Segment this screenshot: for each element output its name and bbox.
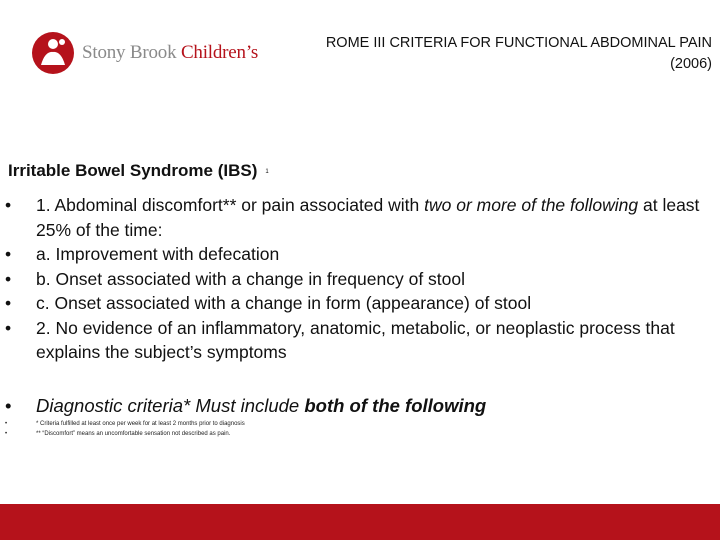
criteria-list [0,193,720,365]
diagnostic-criteria-text: Diagnostic criteria* Must include both of the following [36,395,487,416]
heading-text: Irritable Bowel Syndrome (IBS) [8,161,258,180]
header-title-line: ROME III CRITERIA FOR FUNCTIONAL ABDOMINAL PAIN [325,35,712,51]
footer-bar [0,504,720,540]
bullet-icon: • [5,395,12,416]
bullet-icon: • [5,421,8,427]
bullet-icon: • [5,195,12,215]
criteria-item: • 1. Abdominal discomfort** or pain associated with two or more of the following at least 25% of the time: [5,195,700,240]
criteria-item: • b. Onset associated with a change in frequency of stool [0,267,720,292]
bullet-icon: • [5,268,12,289]
bullet-icon: • [5,430,8,437]
criteria-item: • a. Improvement with defecation [0,242,720,267]
section-heading [8,161,269,181]
stony-brook-childrens-logo [30,30,258,76]
criteria-item: • c. Onset associated with a change in form (appearance) of stool [0,291,720,316]
bullet-icon: • [5,317,12,338]
header-title-line: (2006) [670,56,712,72]
criteria-item: • 2. No evidence of an inflammatory, anatomic, metabolic, or neoplastic process that explains the subject’s symptoms [5,317,675,362]
footnote: • ** “Discomfort” means an uncomfortable sensation not described as pain. [0,430,720,440]
logo-text: Stony Brook Children’s [82,42,259,63]
slide-header-title [242,33,712,75]
bullet-icon: • [5,244,12,264]
logo-mark-icon [30,30,76,76]
heading-superscript: 1 [265,168,269,175]
bullet-icon: • [5,293,12,313]
footnote: • * Criteria fulfilled at least once per week for at least 2 months prior to diagnosis [0,420,720,430]
footnotes [0,420,720,439]
